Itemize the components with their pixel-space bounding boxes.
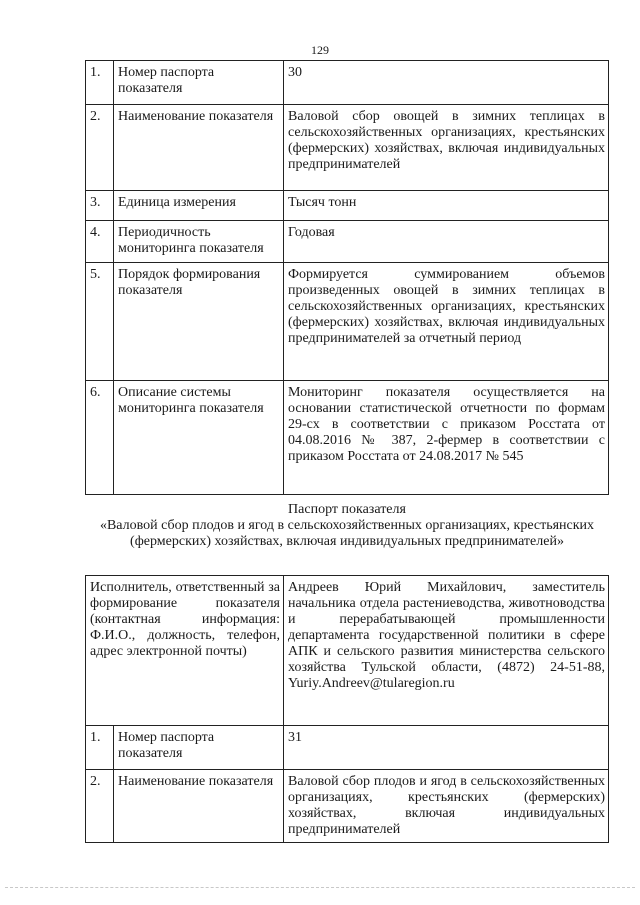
row-label: Номер паспорта показателя (114, 61, 284, 105)
row-number: 4. (86, 221, 114, 263)
row-value: Годовая (284, 221, 609, 263)
row-label: Периодичность мониторинга показателя (114, 221, 284, 263)
page-number: 129 (311, 43, 329, 57)
executor-value: Андреев Юрий Михайлович, заместитель начальника отдела растениеводства, животноводства и перерабатывающей промышленности департамента государственной политики в сфере АПК и сельского развития министерства сельского хозяйства Тульской области, (4872) 24-51-88, Yuriy.Andreev@tularegion.ru (284, 576, 609, 726)
row-number: 2. (86, 105, 114, 191)
row-label: Порядок формирования показателя (114, 263, 284, 381)
row-value: Валовой сбор плодов и ягод в сельскохозяйственных организациях, крестьянских (фермерских) хозяйствах, включая индивидуальных предпринимателей (284, 770, 609, 843)
row-number: 6. (86, 381, 114, 495)
table-row (86, 263, 609, 381)
table-row (86, 221, 609, 263)
row-label: Единица измерения (114, 191, 284, 221)
row-number: 2. (86, 770, 114, 843)
row-value: 31 (284, 726, 609, 770)
section-heading (85, 502, 609, 550)
row-value: Тысяч тонн (284, 191, 609, 221)
indicator-passport-table-31 (85, 575, 609, 843)
row-number: 5. (86, 263, 114, 381)
row-value: 30 (284, 61, 609, 105)
row-number: 3. (86, 191, 114, 221)
row-number: 1. (86, 726, 114, 770)
row-label: Наименование показателя (114, 770, 284, 843)
row-value: Мониторинг показателя осуществляется на основании статистической отчетности по формам 29-сх в соответствии с приказом Росстата от 04.08.2016 № 387, 2-фермер в соответствии с приказом Росстата от 24.08.2017 № 545 (284, 381, 609, 495)
row-number: 1. (86, 61, 114, 105)
executor-label: Исполнитель, ответственный за формирование показателя (контактная информация: Ф.И.О., должность, телефон, адрес электронной почты) (86, 576, 284, 726)
table-row (86, 381, 609, 495)
row-label: Описание системы мониторинга показателя (114, 381, 284, 495)
section-subtitle: «Валовой сбор плодов и ягод в сельскохозяйственных организациях, крестьянских (фермерских) хозяйствах, включая индивидуальных предпринимателей» (99, 518, 595, 549)
row-value: Валовой сбор овощей в зимних теплицах в сельскохозяйственных организациях, крестьянских (фермерских) хозяйствах, включая индивидуальных предпринимателей (284, 105, 609, 191)
row-value: Формируется суммированием объемов произведенных овощей в зимних теплицах в сельскохозяйственных организациях, крестьянских (фермерских) хозяйствах, включая индивидуальных предпринимателей за отчетный период (284, 263, 609, 381)
executor-row (86, 576, 609, 726)
table-row (86, 191, 609, 221)
row-label: Номер паспорта показателя (114, 726, 284, 770)
table-row (86, 61, 609, 105)
section-title: Паспорт показателя (288, 502, 406, 517)
table-row (86, 726, 609, 770)
row-label: Наименование показателя (114, 105, 284, 191)
scan-artifact-line (5, 887, 635, 890)
table-row (86, 105, 609, 191)
indicator-passport-table-30 (85, 60, 609, 495)
table-row (86, 770, 609, 843)
